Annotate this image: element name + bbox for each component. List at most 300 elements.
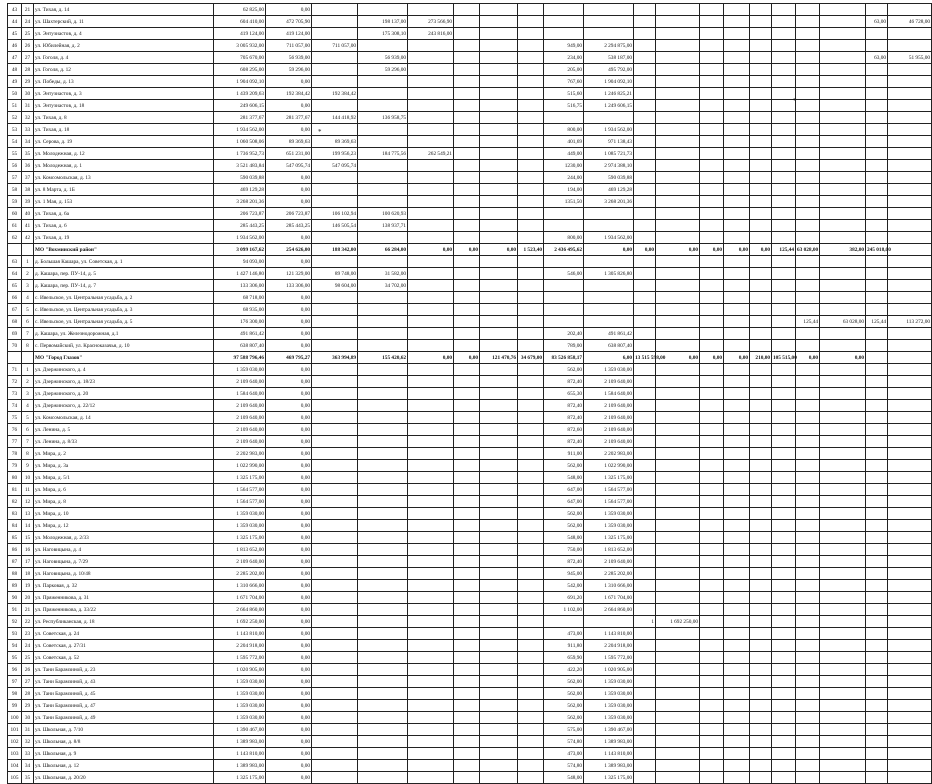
table-cell (724, 208, 750, 220)
table-cell: 6 (22, 316, 34, 328)
table-cell (796, 412, 820, 424)
table-cell: 56 (8, 160, 22, 172)
table-cell (312, 532, 358, 544)
table-cell (888, 388, 932, 400)
table-cell (724, 592, 750, 604)
table-cell (750, 304, 772, 316)
table-cell (888, 304, 932, 316)
table-cell (772, 520, 796, 532)
table-cell (866, 220, 888, 232)
table-cell (408, 400, 454, 412)
table-cell (656, 580, 700, 592)
table-cell (724, 508, 750, 520)
table-cell: 2 109 640,00 (584, 412, 634, 424)
table-cell (656, 568, 700, 580)
table-cell (772, 4, 796, 16)
table-cell (656, 280, 700, 292)
table-cell (888, 580, 932, 592)
table-cell: 3 (22, 388, 34, 400)
table-cell: ул. Советская, д. 27/31 (34, 640, 214, 652)
table-cell: 6,00 (584, 352, 634, 364)
table-cell (820, 652, 866, 664)
table-cell (772, 640, 796, 652)
table-cell (888, 532, 932, 544)
table-cell (820, 676, 866, 688)
table-cell (750, 508, 772, 520)
table-cell (796, 400, 820, 412)
table-cell: 0,00 (266, 412, 312, 424)
table-cell (866, 172, 888, 184)
table-cell (634, 388, 656, 400)
table-cell: 28 (22, 688, 34, 700)
table-cell (656, 604, 700, 616)
table-cell (634, 40, 656, 52)
table-cell (634, 652, 656, 664)
table-cell: 2 285 202,00 (214, 568, 266, 580)
table-cell (888, 544, 932, 556)
table-cell: 34 679,00 (518, 352, 544, 364)
table-cell (656, 556, 700, 568)
table-cell: 1 143 810,00 (214, 748, 266, 760)
table-cell: 419 124,00 (266, 28, 312, 40)
table-row (8, 388, 932, 400)
table-cell (454, 304, 480, 316)
table-cell (888, 148, 932, 160)
table-cell (888, 64, 932, 76)
table-cell: 562,00 (544, 520, 584, 532)
table-cell (454, 172, 480, 184)
table-cell: 1 020 905,00 (584, 664, 634, 676)
table-cell (358, 772, 408, 784)
table-cell (8, 352, 22, 364)
table-cell (408, 436, 454, 448)
table-cell (724, 364, 750, 376)
table-cell (772, 568, 796, 580)
table-cell (518, 388, 544, 400)
table-cell (724, 388, 750, 400)
table-row (8, 508, 932, 520)
table-cell: 37 (22, 172, 34, 184)
table-cell (454, 28, 480, 40)
table-cell (656, 16, 700, 28)
table-cell (656, 508, 700, 520)
table-cell: ул. Дзержинского, д. 18/23 (34, 376, 214, 388)
table-cell (820, 748, 866, 760)
table-cell (866, 472, 888, 484)
table-cell: 61 (8, 220, 22, 232)
table-cell (866, 772, 888, 784)
table-cell (750, 460, 772, 472)
table-cell (656, 436, 700, 448)
table-cell (888, 688, 932, 700)
table-cell (408, 580, 454, 592)
table-cell (772, 376, 796, 388)
table-cell (866, 556, 888, 568)
table-cell (750, 16, 772, 28)
table-cell (454, 664, 480, 676)
table-cell: 789,00 (544, 340, 584, 352)
table-cell: 63 028,00 (820, 316, 866, 328)
table-cell (724, 616, 750, 628)
table-cell (796, 700, 820, 712)
table-cell (358, 196, 408, 208)
table-cell (724, 160, 750, 172)
table-cell (480, 664, 518, 676)
table-cell (866, 724, 888, 736)
table-cell (454, 136, 480, 148)
table-cell (700, 520, 724, 532)
table-cell (656, 148, 700, 160)
table-cell (820, 328, 866, 340)
table-cell (820, 484, 866, 496)
table-cell (772, 76, 796, 88)
table-cell (408, 640, 454, 652)
table-cell (866, 448, 888, 460)
table-cell: 1 584 640,00 (584, 388, 634, 400)
table-cell (750, 160, 772, 172)
table-cell: 76 (8, 424, 22, 436)
table-row (8, 184, 932, 196)
table-cell: д. Кашара, пер. ПУ-14, д. 7 (34, 280, 214, 292)
table-cell: 94 093,00 (214, 256, 266, 268)
table-cell: 0,00 (266, 448, 312, 460)
table-cell (750, 256, 772, 268)
table-cell (700, 388, 724, 400)
table-cell (724, 316, 750, 328)
table-cell (750, 364, 772, 376)
table-cell (700, 28, 724, 40)
table-cell (700, 88, 724, 100)
table-cell: 31 582,00 (358, 268, 408, 280)
table-cell: ул. Дзержинского, д. 22/12 (34, 400, 214, 412)
table-cell (358, 160, 408, 172)
table-cell (772, 160, 796, 172)
table-cell (866, 532, 888, 544)
table-cell (518, 100, 544, 112)
table-cell (408, 196, 454, 208)
table-cell (866, 184, 888, 196)
table-cell: ул. Энтузиастов, д. 3 (34, 88, 214, 100)
table-cell (888, 352, 932, 364)
table-cell: 800,00 (544, 232, 584, 244)
table-cell (796, 460, 820, 472)
table-cell: 35 (22, 772, 34, 784)
table-cell: 285 443,25 (214, 220, 266, 232)
table-cell (772, 88, 796, 100)
table-cell: 188 342,00 (312, 244, 358, 256)
table-cell (656, 64, 700, 76)
table-cell (518, 376, 544, 388)
table-cell (408, 232, 454, 244)
table-cell (634, 304, 656, 316)
table-cell: 1 671 704,00 (214, 592, 266, 604)
table-cell (408, 628, 454, 640)
table-cell: ул. Мира, д. 12 (34, 520, 214, 532)
table-cell (312, 616, 358, 628)
table-cell: 546,00 (544, 268, 584, 280)
table-row (8, 772, 932, 784)
table-cell: 21 (22, 4, 34, 16)
table-cell (866, 136, 888, 148)
table-cell: 0,00 (408, 352, 454, 364)
table-cell (634, 448, 656, 460)
table-cell: 243 816,00 (408, 28, 454, 40)
table-cell (750, 4, 772, 16)
table-cell: 285 443,25 (266, 220, 312, 232)
table-cell (544, 4, 584, 16)
table-cell (584, 316, 634, 328)
table-cell: 75 (8, 412, 22, 424)
table-cell: 0,00 (266, 496, 312, 508)
table-row (8, 400, 932, 412)
table-cell (866, 640, 888, 652)
table-cell: 205,00 (544, 64, 584, 76)
table-cell (544, 208, 584, 220)
table-cell: ул. Тихая, д. 6а (34, 208, 214, 220)
table-cell (724, 724, 750, 736)
table-cell: 0,00 (266, 676, 312, 688)
table-cell (656, 628, 700, 640)
table-cell: 1 692 250,00 (214, 616, 266, 628)
table-cell: 55 (8, 148, 22, 160)
table-cell (480, 460, 518, 472)
table-cell (724, 460, 750, 472)
table-cell (518, 652, 544, 664)
table-cell (408, 760, 454, 772)
table-row (8, 748, 932, 760)
table-cell (888, 616, 932, 628)
table-cell (750, 592, 772, 604)
table-cell (454, 160, 480, 172)
table-cell (454, 736, 480, 748)
table-cell: 125,44 (772, 244, 796, 256)
table-cell (750, 748, 772, 760)
table-cell (634, 364, 656, 376)
table-cell: 198 137,00 (358, 16, 408, 28)
table-cell (888, 748, 932, 760)
table-cell (358, 736, 408, 748)
table-cell (312, 652, 358, 664)
table-cell (518, 112, 544, 124)
table-cell: 86 (8, 544, 22, 556)
table-cell: 1 325 175,00 (584, 472, 634, 484)
table-cell: ул. Мира, д. 6 (34, 484, 214, 496)
table-cell: 0,00 (266, 364, 312, 376)
table-cell: 1 085 721,73 (584, 148, 634, 160)
table-cell (312, 64, 358, 76)
table-cell: 29 (22, 76, 34, 88)
table-cell (454, 52, 480, 64)
table-cell: д. Кашара, пер. ПУ-14, д. 5 (34, 268, 214, 280)
table-cell: 12 (22, 496, 34, 508)
table-cell (772, 40, 796, 52)
table-cell (518, 148, 544, 160)
table-cell (358, 472, 408, 484)
table-cell (634, 604, 656, 616)
table-cell: 1 389 983,00 (214, 760, 266, 772)
table-cell (480, 76, 518, 88)
table-cell (584, 220, 634, 232)
table-cell: 54 (8, 136, 22, 148)
table-cell (634, 124, 656, 136)
table-cell (584, 280, 634, 292)
table-cell (796, 28, 820, 40)
table-cell (750, 280, 772, 292)
table-cell (454, 652, 480, 664)
table-cell: 2 109 640,00 (584, 436, 634, 448)
table-cell (888, 460, 932, 472)
table-cell (408, 556, 454, 568)
table-cell (518, 748, 544, 760)
table-cell: 77 (8, 436, 22, 448)
table-cell (700, 160, 724, 172)
table-cell: 638 807,40 (584, 340, 634, 352)
table-cell (480, 220, 518, 232)
table-cell (888, 472, 932, 484)
table-cell (312, 484, 358, 496)
table-cell: 72 (8, 376, 22, 388)
table-row (8, 112, 932, 124)
table-cell (700, 52, 724, 64)
table-cell: 0,00 (634, 244, 656, 256)
table-cell (454, 16, 480, 28)
table-cell (772, 724, 796, 736)
table-cell: 1 359 030,00 (214, 688, 266, 700)
table-cell: 16 (22, 544, 34, 556)
table-cell: ул. Советская, д. 24 (34, 628, 214, 640)
table-cell (584, 256, 634, 268)
table-cell (888, 760, 932, 772)
table-cell (888, 604, 932, 616)
table-cell (796, 304, 820, 316)
table-cell (408, 412, 454, 424)
table-cell (750, 496, 772, 508)
table-cell (750, 112, 772, 124)
table-cell (518, 760, 544, 772)
table-cell: ул. Дзержинского, д. 20 (34, 388, 214, 400)
table-cell (454, 208, 480, 220)
table-cell: 41 (22, 220, 34, 232)
table-cell (888, 184, 932, 196)
table-cell (724, 268, 750, 280)
table-cell (820, 388, 866, 400)
table-cell (724, 400, 750, 412)
table-cell (518, 268, 544, 280)
table-cell (518, 340, 544, 352)
table-cell: 184 775,56 (358, 148, 408, 160)
table-cell (820, 532, 866, 544)
table-cell (408, 316, 454, 328)
table-cell (312, 304, 358, 316)
table-cell (454, 544, 480, 556)
table-cell (544, 280, 584, 292)
table-cell (454, 640, 480, 652)
table-cell (820, 52, 866, 64)
table-cell (796, 148, 820, 160)
table-cell (480, 748, 518, 760)
table-cell (820, 436, 866, 448)
table-cell (772, 28, 796, 40)
table-cell (888, 736, 932, 748)
table-cell (820, 160, 866, 172)
table-row (8, 424, 932, 436)
table-cell: 102 (8, 736, 22, 748)
table-cell: 608 295,00 (214, 64, 266, 76)
table-cell: 1 020 905,00 (214, 664, 266, 676)
table-cell (454, 568, 480, 580)
table-cell (700, 496, 724, 508)
table-cell (888, 232, 932, 244)
table-cell (888, 436, 932, 448)
table-cell (312, 196, 358, 208)
table-row (8, 376, 932, 388)
table-cell (634, 664, 656, 676)
table-cell: ул. Парковая, д. 32 (34, 580, 214, 592)
table-cell (408, 304, 454, 316)
table-cell (772, 688, 796, 700)
table-cell: 32 (22, 736, 34, 748)
table-cell: 27 (22, 676, 34, 688)
table-cell (480, 124, 518, 136)
table-cell (888, 364, 932, 376)
table-cell (796, 88, 820, 100)
table-cell: 175 308,10 (358, 28, 408, 40)
table-cell (700, 220, 724, 232)
table-row (8, 736, 932, 748)
table-cell (724, 280, 750, 292)
table-cell (584, 112, 634, 124)
table-cell (772, 148, 796, 160)
table-cell (724, 748, 750, 760)
table-cell (796, 196, 820, 208)
table-cell (358, 652, 408, 664)
table-cell (454, 424, 480, 436)
table-cell: 0,00 (266, 460, 312, 472)
table-cell: 1 325 175,00 (584, 772, 634, 784)
table-cell (796, 184, 820, 196)
table-cell (454, 76, 480, 88)
table-cell (656, 208, 700, 220)
table-cell: ул. 8 Марта, д. 1Б (34, 184, 214, 196)
table-cell (700, 124, 724, 136)
table-row (8, 16, 932, 28)
table-cell (408, 184, 454, 196)
table-cell (634, 484, 656, 496)
table-cell: 99 (8, 700, 22, 712)
table-cell: 1 022 990,00 (584, 460, 634, 472)
table-cell: 98 (8, 688, 22, 700)
table-cell: ул. Победы, д. 13 (34, 76, 214, 88)
table-cell (358, 520, 408, 532)
table-cell: 0,00 (266, 592, 312, 604)
table-cell (480, 304, 518, 316)
table-cell: 0,00 (266, 484, 312, 496)
table-cell (750, 220, 772, 232)
table-cell (480, 364, 518, 376)
table-cell (408, 652, 454, 664)
table-cell (796, 640, 820, 652)
table-cell (750, 184, 772, 196)
table-cell (700, 760, 724, 772)
table-cell: 2 109 640,00 (214, 376, 266, 388)
table-cell (312, 412, 358, 424)
table-cell: 234,00 (544, 52, 584, 64)
table-cell (820, 412, 866, 424)
table-cell (518, 64, 544, 76)
table-cell: 0,00 (480, 244, 518, 256)
table-cell (408, 112, 454, 124)
table-cell: 604 410,00 (214, 16, 266, 28)
